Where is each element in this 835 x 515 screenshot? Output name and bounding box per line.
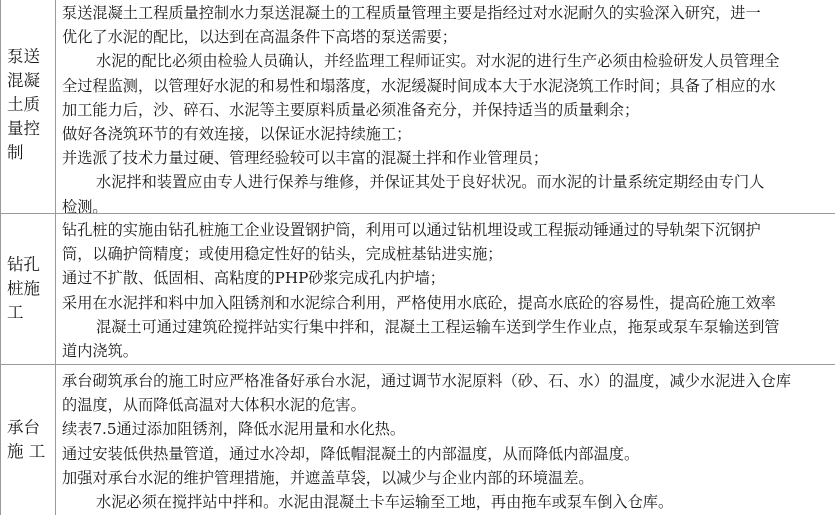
text-line: 泵送混凝土工程质量控制水力泵送混凝土的工程质量管理主要是指经过对水泥耐久的实验深入研究，进一 [62, 4, 761, 22]
table-row-bored-pile [0, 214, 835, 365]
text-line: 水泥拌和装置应由专人进行保养与维修，并保证其处于良好状况。而水泥的计量系统定期经由专门人 [96, 173, 765, 192]
row-content-cell [62, 0, 835, 213]
text-line: 钻孔桩的实施由钻孔桩施工企业设置钢护筒，利用可以通过钻机埋设或工程振动锤通过的导轨架下沉钢护 [62, 221, 761, 239]
text-line: 优化了水泥的配比，以达到在高温条件下高塔的泵送需要； [62, 28, 457, 47]
table-row-pumped-concrete [0, 0, 835, 214]
row-content-cell [62, 365, 835, 515]
row-label: 钻孔桩施工 [7, 255, 40, 322]
text-line: 加强对承台水泥的维护管理措施，并遮盖草袋，以减少与企业内部的环境温差。 [62, 468, 594, 487]
text-line: 采用在水泥拌和料中加入阻锈剂和水泥综合利用，严格使用水底砼，提高水底砼的容易性，提高砼施工效率 [62, 293, 776, 312]
table-row-pile-cap [0, 365, 835, 515]
text-line: 全过程监测，以管理好水泥的和易性和塌落度，水泥缓凝时间成本大于水泥浇筑工作时间；具备了相应的水 [62, 76, 776, 95]
text-line: 水泥的配比必须由检验人员确认，并经监理工程师证实。对水泥的进行生产必须由检验研发人员管理全 [96, 52, 780, 71]
row-label-cell [0, 365, 56, 515]
text-line: 筒，以确护筒精度；或使用稳定性好的钻头，完成桩基钻进实施； [62, 245, 503, 264]
text-line: 续表7.5通过添加阻锈剂，降低水泥用量和水化热。 [62, 420, 406, 439]
text-line: 混凝土可通过建筑砼搅拌站实行集中拌和，混凝土工程运输车送到学生作业点，拖泵或泵车泵输送到管 [96, 317, 780, 336]
row-content-cell [62, 214, 835, 364]
row-label: 泵送混凝土质量控制 [7, 47, 40, 162]
text-line: 承台砌筑承台的施工时应严格准备好承台水泥，通过调节水泥原料（砂、石、水）的温度，减少水泥进入仓库 [62, 372, 791, 390]
text-line: 道内浇筑。 [62, 341, 138, 360]
text-line: 检测。 [62, 197, 108, 213]
text-line: 的温度，从而降低高温对大体积水泥的危害。 [62, 396, 366, 415]
text-line: 做好各浇筑环节的有效连接，以保证水泥持续施工； [62, 124, 412, 143]
row-label: 承台施 工 [7, 418, 46, 461]
text-line: 通过安装低供热量管道，通过水冷却，降低帽混凝土的内部温度，从而降低内部温度。 [62, 444, 640, 463]
row-label-cell [0, 0, 56, 213]
text-line: 水泥必须在搅拌站中拌和。水泥由混凝土卡车运输至工地，再由拖车或泵车倒入仓库。 [96, 492, 674, 511]
text-line: 通过不扩散、低固相、高粘度的PHP砂浆完成孔内护墙； [62, 269, 445, 288]
row-label-cell [0, 214, 56, 364]
text-line: 加工能力后，沙、碎石、水泥等主要原料质量必须准备充分，并保持适当的质量剩余； [62, 100, 640, 119]
text-line: 并选派了技术力量过硬、管理经验较可以丰富的混凝土拌和作业管理员； [62, 149, 548, 168]
